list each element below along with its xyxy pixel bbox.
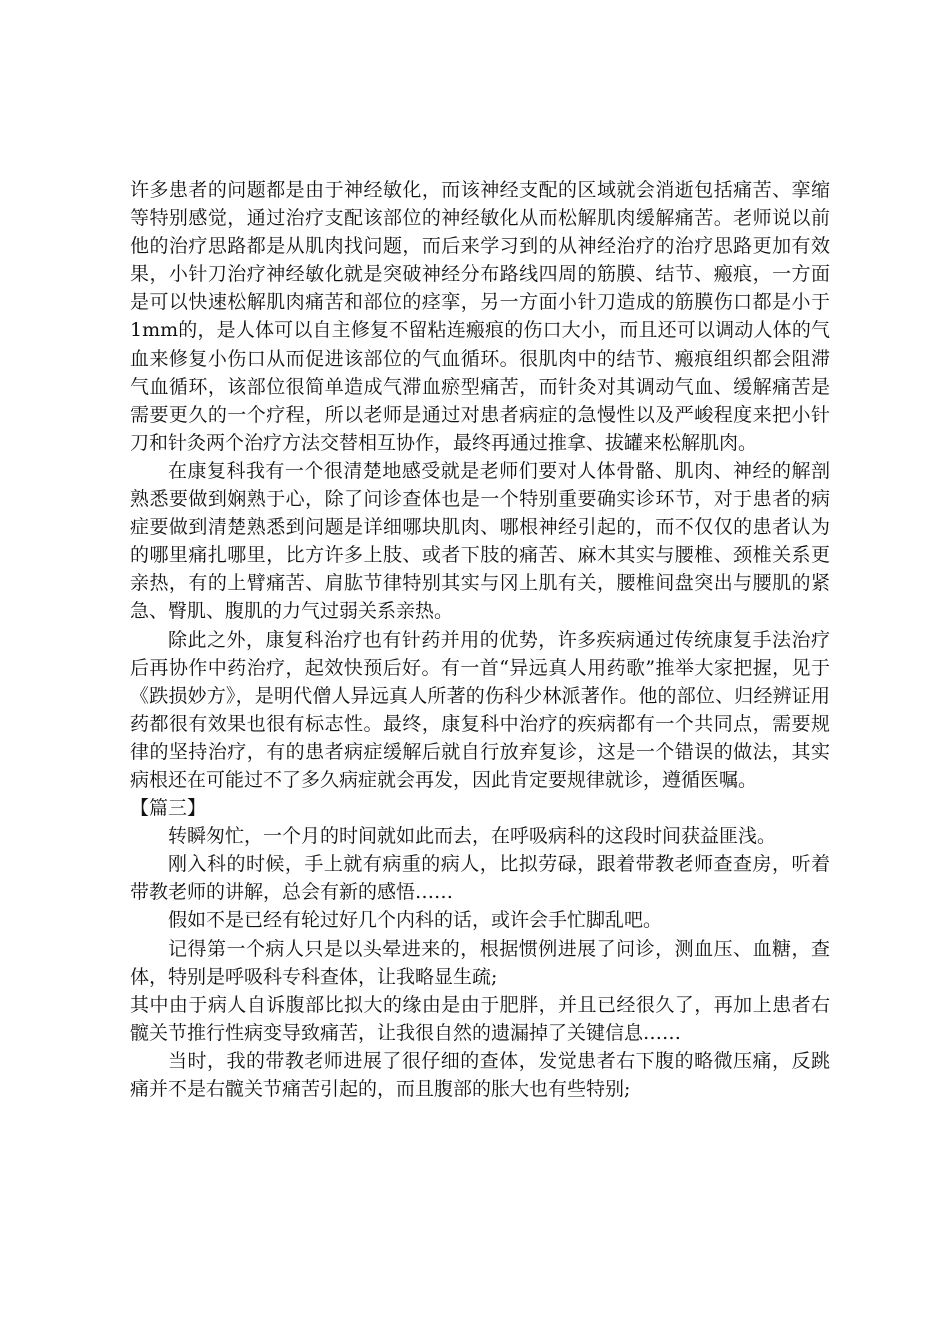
paragraph-month-passed: 转瞬匆忙，一个月的时间就如此而去，在呼吸病科的这段时间获益匪浅。 [168,825,777,848]
paragraph-teacher-exam: 当时，我的带教老师进展了很仔细的查体，发觉患者右下腹的略微压痛，反跳痛并不是右髋关节痛苦引起的，而且腹部的胀大也有些特别; [130,1049,830,1100]
paragraph-first-patient: 记得第一个病人只是以头晕进来的，根据惯例进展了问诊，测血压、血糖，查体，特别是呼吸科专科查体，让我略显生疏; [130,937,830,988]
paragraph-herbal-combination: 除此之外，康复科治疗也有针药并用的优势，许多疾病通过传统康复手法治疗后再协作中药治疗，起效快预后好。有一首“异远真人用药歌”推举大家把握，见于《跌损妙方》，是明代僧人异远真人所著的伤科少林派著作。他的部位、归经辨证用药都很有效果也很有标志性。最终，康复科中治疗的疾病都有一个共同点，需要规律的坚持治疗，有的患者病症缓解后就自行放弃复诊，这是一个错误的做法，其实病根还在可能过不了多久病症就会再发，因此肯定要规律就诊，遵循医嘱。 [130,628,830,791]
section-heading: 【篇三】 [130,797,207,820]
paragraph-first-days: 刚入科的时候，手上就有病重的病人，比拟劳碌，跟着带教老师查查房，听着带教老师的讲解，总会有新的感悟…… [130,853,830,904]
document-body [130,176,830,1103]
paragraph-internal-rotation: 假如不是已经有轮过好几个内科的话，或许会手忙脚乱吧。 [168,909,663,932]
paragraph-rehab-anatomy: 在康复科我有一个很清楚地感受就是老师们要对人体骨骼、肌肉、神经的解剖熟悉要做到娴熟于心，除了问诊查体也是一个特别重要确实诊环节，对于患者的病症要做到清楚熟悉到问题是详细哪块肌肉、哪根神经引起的，而不仅仅的患者认为的哪里痛扎哪里，比方许多上肢、或者下肢的痛苦、麻木其实与腰椎、颈椎关系更亲热，有的上臂痛苦、肩肱节律特别其实与冈上肌有关，腰椎间盘突出与腰肌的紧急、臀肌、腹肌的力气过弱关系亲热。 [130,459,830,623]
paragraph-nerve-sensitization: 许多患者的问题都是由于神经敏化，而该神经支配的区域就会消逝包括痛苦、挛缩等特别感觉，通过治疗支配该部位的神经敏化从而松解肌肉缓解痛苦。老师说以前他的治疗思路都是从肌肉找问题，而后来学习到的从神经治疗的治疗思路更加有效果，小针刀治疗神经敏化就是突破神经分布路线四周的筋膜、结节、瘢痕，一方面是可以快速松解肌肉痛苦和部位的痉挛，另一方面小针刀造成的筋膜伤口都是小于1mm的，是人体可以自主修复不留粘连瘢痕的伤口大小，而且还可以调动人体的气血来修复小伤口从而促进该部位的气血循环。很肌肉中的结节、瘢痕组织都会阻滞气血循环，该部位很简单造成气滞血瘀型痛苦，而针灸对其调动气血、缓解痛苦是需要更久的一个疗程，所以老师是通过对患者病症的急慢性以及严峻程度来把小针刀和针灸两个治疗方法交替相互协作，最终再通过推拿、拔罐来松解肌肉。 [130,179,830,454]
paragraph-missed-info: 其中由于病人自诉腹部比拟大的缘由是由于肥胖，并且已经很久了，再加上患者右髋关节推行性病变导致痛苦，让我很自然的遗漏掉了关键信息…… [130,993,830,1044]
